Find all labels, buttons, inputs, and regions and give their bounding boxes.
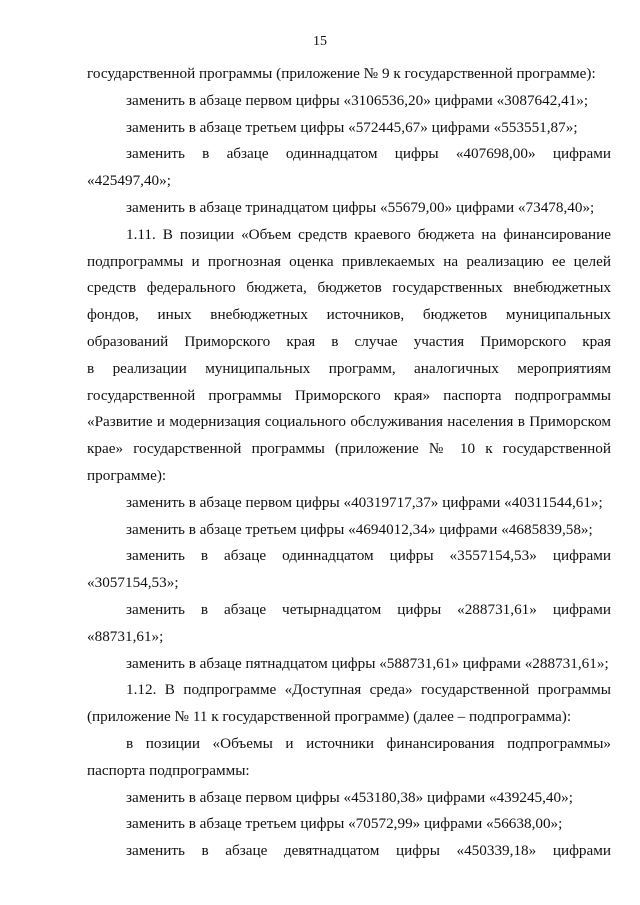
text-line: программе): bbox=[87, 466, 167, 484]
text-line: заменить в абзаце одиннадцатом цифры «3557154,53» цифрами bbox=[126, 547, 611, 565]
document-body bbox=[87, 61, 611, 865]
text-line: государственной программы (приложение № 9 к государственной программе): bbox=[87, 65, 596, 82]
text-line: средств федерального бюджета, бюджетов государственных внебюджетных bbox=[87, 279, 611, 297]
text-line: заменить в абзаце третьем цифры «572445,67» цифрами «553551,87»; bbox=[126, 118, 578, 136]
text-line: паспорта подпрограммы: bbox=[87, 761, 250, 779]
text-line: в позиции «Объемы и источники финансирования подпрограммы» bbox=[126, 734, 611, 752]
text-line: заменить в абзаце третьем цифры «70572,99» цифрами «56638,00»; bbox=[126, 815, 563, 833]
text-line: заменить в абзаце одиннадцатом цифры «407698,00» цифрами bbox=[126, 145, 611, 163]
text-line: заменить в абзаце третьем цифры «4694012,34» цифрами «4685839,58»; bbox=[126, 520, 593, 538]
text-line: образований Приморского края в случае участия Приморского края bbox=[87, 332, 611, 350]
text-line: фондов, иных внебюджетных источников, бюджетов муниципальных bbox=[87, 306, 611, 324]
text-line: заменить в абзаце тринадцатом цифры «55679,00» цифрами «73478,40»; bbox=[126, 198, 595, 216]
text-line: заменить в абзаце первом цифры «40319717,37» цифрами «40311544,61»; bbox=[126, 493, 603, 511]
text-line: «Развитие и модернизация социального обслуживания населения в Приморском bbox=[87, 413, 611, 431]
text-line: (приложение № 11 к государственной программе) (далее – подпрограмма): bbox=[87, 708, 572, 726]
text-line: заменить в абзаце первом цифры «3106536,20» цифрами «3087642,41»; bbox=[126, 91, 589, 109]
text-line: «3057154,53»; bbox=[87, 574, 179, 592]
text-line: государственной программы Приморского края» паспорта подпрограммы bbox=[87, 386, 611, 404]
text-line: заменить в абзаце четырнадцатом цифры «288731,61» цифрами bbox=[126, 600, 611, 618]
text-line: подпрограммы и прогнозная оценка привлекаемых на реализацию ее целей bbox=[87, 252, 611, 270]
text-line: 1.11. В позиции «Объем средств краевого бюджета на финансирование bbox=[126, 225, 611, 243]
text-line: 1.12. В подпрограмме «Доступная среда» государственной программы bbox=[126, 681, 611, 699]
text-line: заменить в абзаце первом цифры «453180,38» цифрами «439245,40»; bbox=[126, 788, 573, 806]
text-line: «88731,61»; bbox=[87, 627, 164, 645]
text-line: заменить в абзаце пятнадцатом цифры «588731,61» цифрами «288731,61»; bbox=[126, 654, 609, 672]
text-line: заменить в абзаце девятнадцатом цифры «450339,18» цифрами bbox=[126, 842, 611, 860]
text-line: крае» государственной программы (приложение № 10 к государственной bbox=[87, 440, 611, 458]
text-line: «425497,40»; bbox=[87, 172, 171, 190]
text-line: в реализации муниципальных программ, аналогичных мероприятиям bbox=[87, 359, 611, 377]
page-number: 15 bbox=[313, 34, 327, 49]
